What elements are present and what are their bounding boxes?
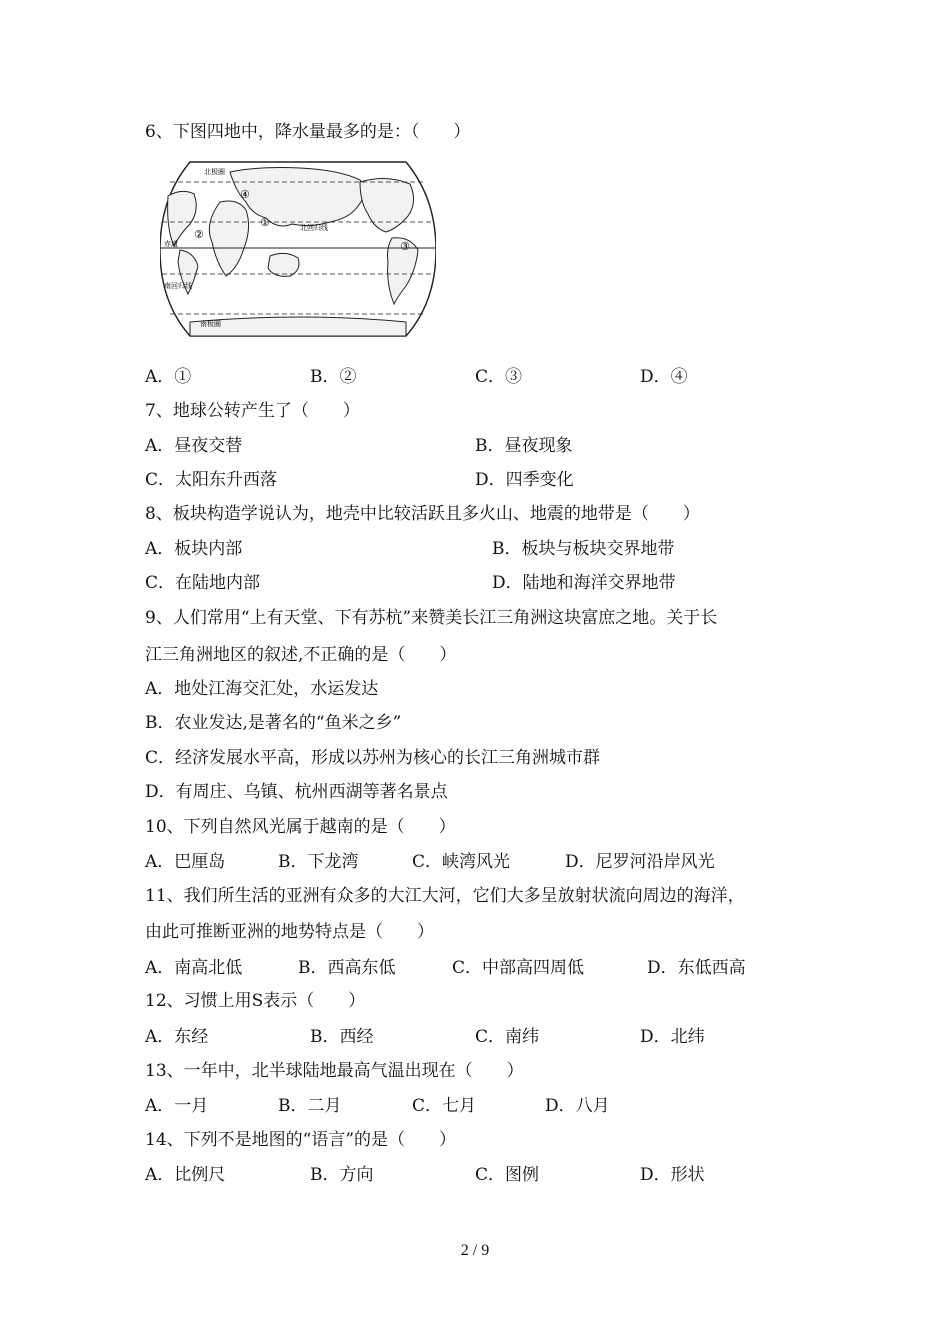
q11-stem-line2: 由此可推断亚洲的地势特点是（ ）: [145, 922, 434, 942]
marker-2: ②: [194, 228, 204, 241]
q14-stem: 14、下列不是地图的“语言”的是（ ）: [145, 1130, 457, 1150]
q13-option-d[interactable]: D．八月: [545, 1096, 610, 1116]
q12-option-b[interactable]: B．西经: [310, 1027, 374, 1047]
q9-option-c[interactable]: C．经济发展水平高，形成以苏州为核心的长江三角洲城市群: [145, 748, 601, 768]
q14-option-c[interactable]: C．图例: [475, 1165, 540, 1185]
marker-3: ③: [400, 240, 410, 253]
label-arctic: 北极圈: [204, 168, 225, 176]
q13-option-c[interactable]: C．七月: [412, 1096, 477, 1116]
q11-stem-line1: 11、我们所生活的亚洲有众多的大江大河，它们大多呈放射状流向周边的海洋，: [145, 886, 745, 906]
q7-option-a[interactable]: A．昼夜交替: [145, 436, 243, 456]
q9-option-b[interactable]: B．农业发达,是著名的“鱼米之乡”: [145, 713, 402, 733]
q6-option-c[interactable]: C．③: [475, 367, 523, 387]
q14-option-d[interactable]: D．形状: [640, 1165, 705, 1185]
q8-stem: 8、板块构造学说认为，地壳中比较活跃且多火山、地震的地带是（ ）: [145, 504, 700, 524]
q14-option-a[interactable]: A．比例尺: [145, 1165, 226, 1185]
q7-stem: 7、地球公转产生了（ ）: [145, 401, 360, 421]
q12-option-c[interactable]: C．南纬: [475, 1027, 540, 1047]
q12-stem: 12、习惯上用S表示（ ）: [145, 991, 366, 1011]
q6-option-b[interactable]: B．②: [310, 367, 357, 387]
q6-option-a[interactable]: A．①: [145, 367, 192, 387]
q13-option-b[interactable]: B．二月: [278, 1096, 342, 1116]
q11-option-d[interactable]: D．东低西高: [647, 958, 746, 978]
q9-stem-line1: 9、人们常用“上有天堂、下有苏杭”来赞美长江三角洲这块富庶之地。关于长: [145, 608, 718, 628]
q9-option-a[interactable]: A．地处江海交汇处，水运发达: [145, 679, 379, 699]
label-equator: 赤道: [164, 240, 178, 248]
q13-option-a[interactable]: A．一月: [145, 1096, 209, 1116]
q11-option-b[interactable]: B．西高东低: [298, 958, 396, 978]
q9-stem-line2: 江三角洲地区的叙述,不正确的是（ ）: [145, 645, 457, 665]
q8-option-b[interactable]: B．板块与板块交界地带: [492, 539, 675, 559]
label-antarctic: 南极圈: [200, 320, 221, 328]
q13-stem: 13、一年中，北半球陆地最高气温出现在（ ）: [145, 1061, 524, 1081]
page-number: 2 / 9: [460, 1242, 490, 1259]
q8-option-c[interactable]: C．在陆地内部: [145, 573, 261, 593]
marker-4: ④: [240, 188, 250, 201]
q7-option-d[interactable]: D．四季变化: [475, 470, 574, 490]
q14-option-b[interactable]: B．方向: [310, 1165, 374, 1185]
q6-option-d[interactable]: D．④: [640, 367, 688, 387]
q10-option-c[interactable]: C．峡湾风光: [412, 852, 511, 872]
q8-option-d[interactable]: D．陆地和海洋交界地带: [492, 573, 676, 593]
q10-stem: 10、下列自然风光属于越南的是（ ）: [145, 817, 456, 837]
q12-option-a[interactable]: A．东经: [145, 1027, 209, 1047]
q10-option-d[interactable]: D．尼罗河沿岸风光: [565, 852, 715, 872]
q7-option-c[interactable]: C．太阳东升西落: [145, 470, 278, 490]
q11-option-a[interactable]: A．南高北低: [145, 958, 243, 978]
label-tropic-n: 北回归线: [300, 224, 328, 232]
q10-option-b[interactable]: B．下龙湾: [278, 852, 359, 872]
q11-option-c[interactable]: C．中部高四周低: [452, 958, 585, 978]
label-tropic-s: 南回归线: [164, 282, 192, 290]
q10-option-a[interactable]: A．巴厘岛: [145, 852, 226, 872]
q7-option-b[interactable]: B．昼夜现象: [475, 436, 573, 456]
q12-option-d[interactable]: D．北纬: [640, 1027, 705, 1047]
q9-option-d[interactable]: D．有周庄、乌镇、杭州西湖等著名景点: [145, 782, 448, 802]
world-map: [160, 158, 436, 340]
q6-stem: 6、下图四地中，降水量最多的是：（ ）: [145, 122, 471, 142]
q8-option-a[interactable]: A．板块内部: [145, 539, 243, 559]
marker-1: ①: [260, 216, 270, 229]
